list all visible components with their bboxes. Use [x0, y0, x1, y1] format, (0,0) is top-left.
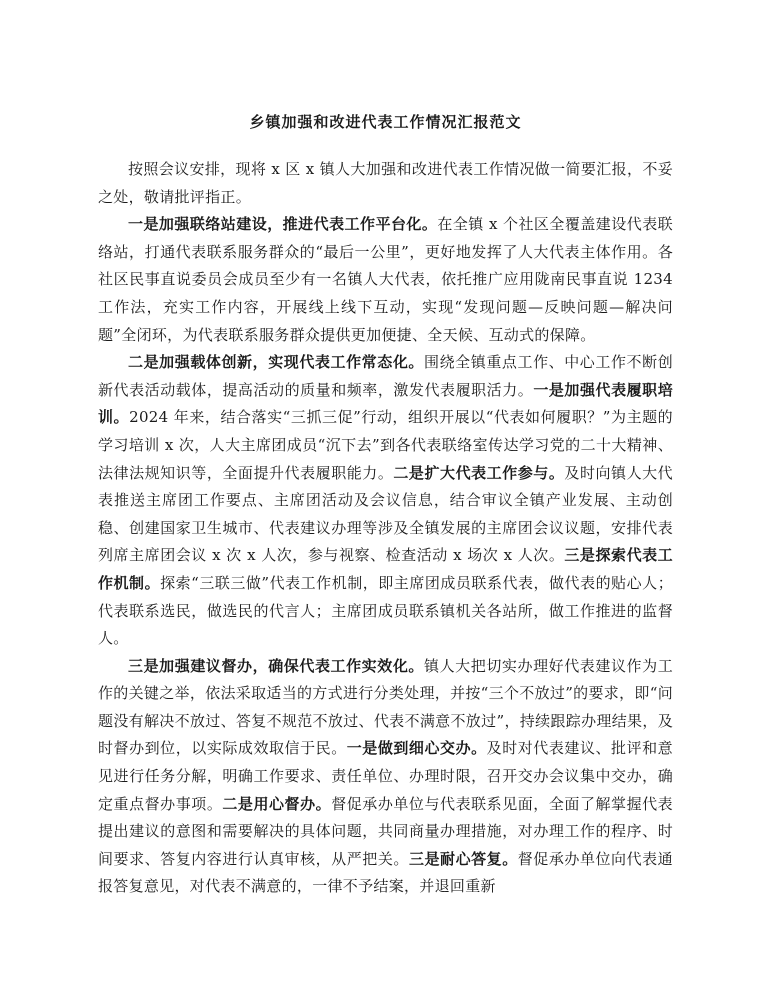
document-title: 乡镇加强和改进代表工作情况汇报范文	[249, 113, 522, 131]
bold-heading-text: 一是加强联络站建设，推进代表工作平台化。	[128, 215, 438, 234]
paragraph-text: 督促承办单位与代表联系见面，全面了解掌握代表提出建议的意图和需要解决的具体问题，共同商量办理措施，对办理工作的程序、时间要求、答复内容进行认真审核，从严把关。	[98, 794, 673, 868]
bold-heading-text: 二是用心督办。	[222, 794, 332, 813]
bold-heading-text: 一是加强代表履职培训。	[98, 380, 674, 427]
paragraph-text: 在全镇 x 个社区全覆盖建设代表联络站，打通代表联系服务群众的“最后一公里”，更好地发挥了人大代表主体作用。各社区民事直说委员会成员至少有一名镇人大代表，依托推广应用陇南民事直说 1234 工作法，充实工作内容，开展线上线下互动，实现“发现问题—反映问题—解决问题”全闭环，为代表联系服务群众提供更加便捷、全天候、互动式的保障。	[98, 215, 673, 344]
body-paragraph	[98, 349, 673, 653]
bold-heading-text: 三是加强建议督办，确保代表工作实效化。	[128, 656, 425, 675]
paragraph-text: 督促承办单位向代表通报答复意见，对代表不满意的，一律不予结案，并退回重新	[98, 849, 673, 896]
bold-heading-text: 二是扩大代表工作参与。	[393, 463, 565, 482]
paragraph-text: 镇人大把切实办理好代表建议作为工作的关键之举，依法采取适当的方式进行分类处理，并按“三个不放过”的要求，即“问题没有解决不放过、答复不规范不放过、代表不满意不放过”，持续跟踪办理结果，及时督办到位，以实际成效取信于民。	[98, 656, 674, 758]
bold-heading-text: 三是耐心答复。	[408, 849, 518, 868]
paragraph-text: 及时向镇人大代表推送主席团工作要点、主席团活动及会议信息，结合审议全镇产业发展、主动创稳、创建国家卫生城市、代表建议办理等涉及全镇发展的主席团会议议题，安排代表列席主席团会议 x 次 x 人次，参与视察、检查活动 x 场次 x 人次。	[98, 463, 673, 565]
body-paragraph	[98, 156, 673, 211]
bold-heading-text: 一是做到细心交办。	[346, 739, 487, 758]
paragraph-text: 2024 年来，结合落实“三抓三促”行动，组织开展以“代表如何履职？”为主题的学习培训 x 次，人大主席团成员“沉下去”到各代表联络室传达学习党的二十大精神、法律法规知识等，全面提升代表履职能力。	[98, 408, 673, 482]
body-paragraph	[98, 211, 673, 349]
body-paragraph	[98, 653, 673, 901]
paragraph-text: 围绕全镇重点工作、中心工作不断创新代表活动载体，提高活动的质量和频率，激发代表履职活力。	[98, 353, 674, 399]
paragraph-text: 探索“三联三做”代表工作机制，即主席团成员联系代表，做代表的贴心人；代表联系选民，做选民的代言人；主席团成员联系镇机关各站所，做工作推进的监督人。	[98, 573, 673, 648]
bold-heading-text: 二是加强载体创新，实现代表工作常态化。	[128, 353, 425, 372]
paragraph-text: 按照会议安排，现将 x 区 x 镇人大加强和改进代表工作情况做一简要汇报，不妥之处，敬请批评指正。	[98, 160, 673, 206]
document-body	[98, 156, 673, 901]
bold-heading-text: 三是探索代表工作机制。	[98, 546, 673, 592]
document-page	[98, 110, 673, 901]
paragraph-text: 及时对代表建议、批评和意见进行任务分解，明确工作要求、责任单位、办理时限，召开交办会议集中交办，确定重点督办事项。	[98, 739, 673, 813]
